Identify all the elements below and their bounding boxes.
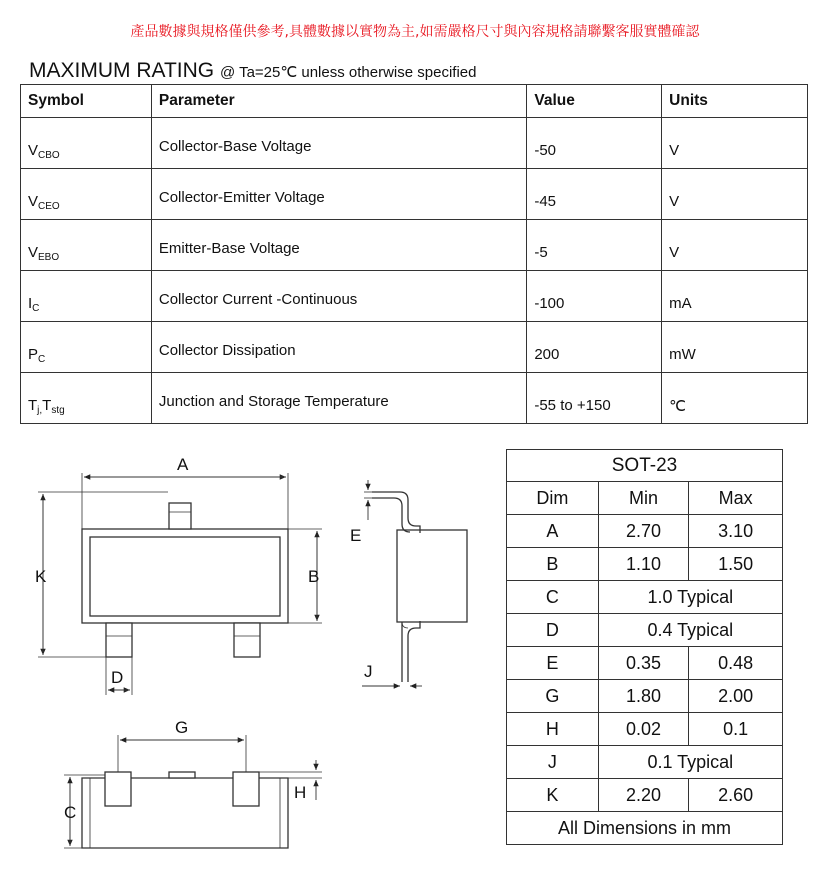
unit-cell: mW xyxy=(662,322,808,373)
dims-row xyxy=(507,614,783,647)
value-cell: -55 to +150 xyxy=(527,373,662,424)
symbol-letter: P xyxy=(28,346,39,363)
label-J: J xyxy=(364,662,373,681)
parameter-cell: Junction and Storage Temperature xyxy=(151,373,526,424)
value-cell: -5 xyxy=(527,220,662,271)
min-cell: 1.10 xyxy=(598,548,689,581)
dims-footer-row xyxy=(507,812,783,845)
dim-cell: B xyxy=(507,548,599,581)
header-min: Min xyxy=(598,482,689,515)
dims-row xyxy=(507,746,783,779)
disclaimer-notice: 產品數據與規格僅供參考,具體數據以實物為主,如需嚴格尺寸與內容規格請聯繫客服實體確認 xyxy=(130,24,700,40)
dim-cell: G xyxy=(507,680,599,713)
dim-cell: K xyxy=(507,779,599,812)
parameter-cell: Collector Dissipation xyxy=(151,322,526,373)
header-value: Value xyxy=(527,85,662,118)
label-G: G xyxy=(175,718,189,737)
dim-cell: J xyxy=(507,746,599,779)
symbol-letter: V xyxy=(28,244,39,261)
front-view-drawing xyxy=(64,735,322,848)
unit-cell: mA xyxy=(662,271,808,322)
label-A: A xyxy=(177,455,189,474)
value-cell: 200 xyxy=(527,322,662,373)
header-max: Max xyxy=(689,482,783,515)
dims-row xyxy=(507,515,783,548)
parameter-cell: Collector-Base Voltage xyxy=(151,118,526,169)
dims-title-row xyxy=(507,450,783,482)
symbol-letter: V xyxy=(28,142,39,159)
dim-cell: H xyxy=(507,713,599,746)
symbol-subscript: CEO xyxy=(38,201,60,212)
label-E: E xyxy=(350,526,362,545)
header-parameter: Parameter xyxy=(151,85,526,118)
dims-row xyxy=(507,713,783,746)
label-B: B xyxy=(308,567,320,586)
min-cell: 0.35 xyxy=(598,647,689,680)
min-cell: 2.20 xyxy=(598,779,689,812)
bottom-left-lead xyxy=(106,623,132,657)
label-D: D xyxy=(111,668,124,687)
max-cell: 0.1 xyxy=(689,713,783,746)
symbol-letter: V xyxy=(28,193,39,210)
min-cell: 1.80 xyxy=(598,680,689,713)
value-cell: -45 xyxy=(527,169,662,220)
value-cell: -100 xyxy=(527,271,662,322)
typical-cell: 0.1 Typical xyxy=(598,746,782,779)
symbol-subscript: EBO xyxy=(38,252,60,263)
max-cell: 2.00 xyxy=(689,680,783,713)
parameter-cell: Emitter-Base Voltage xyxy=(151,220,526,271)
dim-cell: A xyxy=(507,515,599,548)
side-body xyxy=(397,530,467,622)
unit-cell: V xyxy=(662,118,808,169)
typical-cell: 1.0 Typical xyxy=(598,581,782,614)
rating-condition: @ Ta=25℃ unless otherwise specified xyxy=(219,64,477,81)
symbol-letter: I xyxy=(28,295,33,312)
label-K: K xyxy=(35,567,47,586)
label-C: C xyxy=(64,803,77,822)
max-cell: 3.10 xyxy=(689,515,783,548)
dim-cell: D xyxy=(507,614,599,647)
min-cell: 2.70 xyxy=(598,515,689,548)
symbol-subscript-2: stg xyxy=(51,405,65,416)
unit-cell: V xyxy=(662,169,808,220)
max-cell: 0.48 xyxy=(689,647,783,680)
symbol-letter-2: T xyxy=(42,397,52,414)
symbol-letter: T xyxy=(28,397,38,414)
top-view-drawing xyxy=(38,473,322,695)
dims-footer: All Dimensions in mm xyxy=(507,812,783,845)
header-dim: Dim xyxy=(507,482,599,515)
header-units: Units xyxy=(662,85,808,118)
dims-row xyxy=(507,680,783,713)
typical-cell: 0.4 Typical xyxy=(598,614,782,647)
unit-cell: V xyxy=(662,220,808,271)
package-body-outline xyxy=(82,529,288,623)
max-cell: 2.60 xyxy=(689,779,783,812)
unit-cell: ℃ xyxy=(662,373,808,424)
min-cell: 0.02 xyxy=(598,713,689,746)
dims-header-row xyxy=(507,482,783,515)
dim-cell: C xyxy=(507,581,599,614)
dims-row xyxy=(507,647,783,680)
dims-row xyxy=(507,548,783,581)
max-cell: 1.50 xyxy=(689,548,783,581)
rating-heading: MAXIMUM RATING xyxy=(29,59,215,82)
package-name: SOT-23 xyxy=(507,450,783,482)
value-cell: -50 xyxy=(527,118,662,169)
dims-row xyxy=(507,581,783,614)
bottom-right-lead xyxy=(234,623,260,657)
parameter-cell: Collector-Emitter Voltage xyxy=(151,169,526,220)
symbol-subscript: C xyxy=(32,303,40,314)
parameter-cell: Collector Current -Continuous xyxy=(151,271,526,322)
top-lead xyxy=(169,503,191,529)
dimensions-table xyxy=(506,449,783,845)
dim-cell: E xyxy=(507,647,599,680)
symbol-subscript: C xyxy=(38,354,46,365)
side-view-drawing xyxy=(362,480,467,686)
symbol-subscript: CBO xyxy=(38,150,60,161)
dims-row xyxy=(507,779,783,812)
symbol-subscript: j, xyxy=(37,405,43,416)
header-symbol: Symbol xyxy=(21,85,152,118)
label-H: H xyxy=(294,783,307,802)
